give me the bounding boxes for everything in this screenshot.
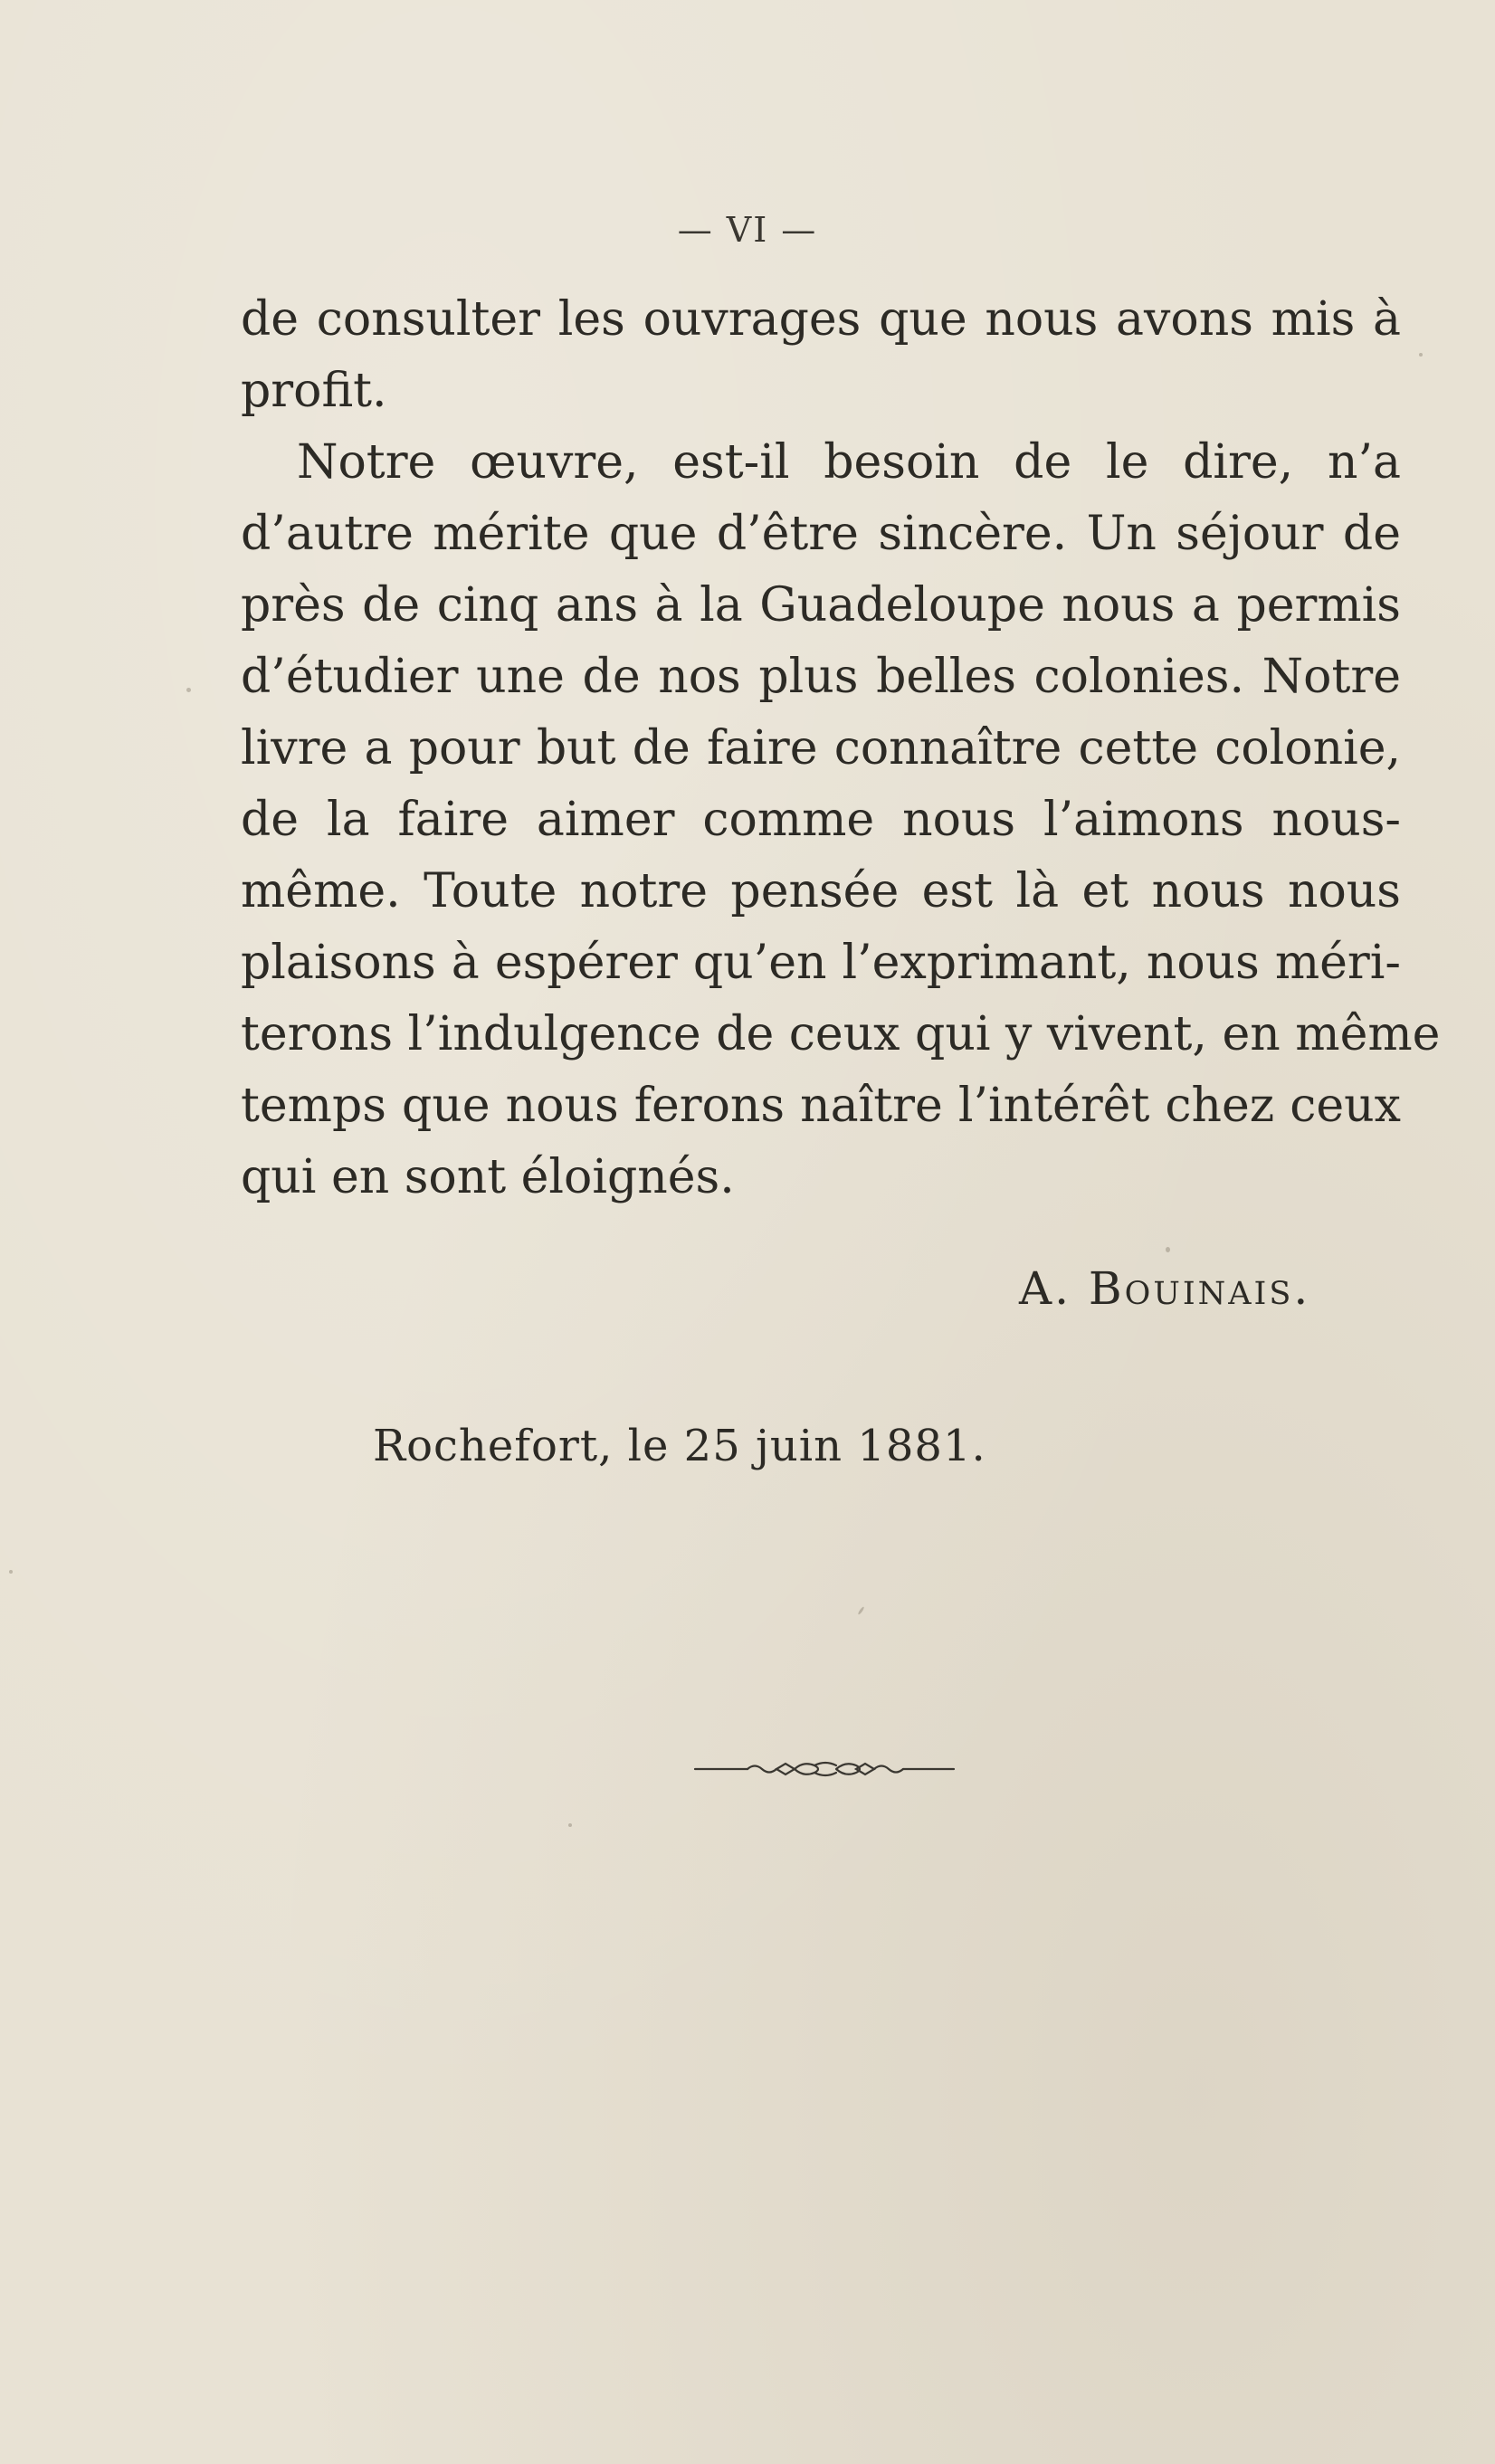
text-line: même. Toute notre pensée est là et nous nous (241, 864, 1401, 918)
text-line: temps que nous ferons naître l’intérêt chez ceux (241, 1079, 1401, 1133)
paper-speck (568, 1823, 572, 1827)
text-line: de la faire aimer comme nous l’aimons nous- (241, 793, 1401, 847)
text-line: plaisons à espérer qu’en l’exprimant, nous méri- (241, 936, 1401, 990)
dateline: Rochefort, le 25 juin 1881. (373, 1421, 986, 1471)
text-line: Notre œuvre, est-il besoin de le dire, n’a (297, 435, 1401, 490)
text-line: profit. (241, 364, 387, 418)
paper-speck (1419, 353, 1423, 357)
text-line: près de cinq ans à la Guadeloupe nous a permis (241, 578, 1401, 633)
text-line: qui en sont éloignés. (241, 1150, 735, 1204)
text-line: d’étudier une de nos plus belles colonies. Notre (241, 650, 1401, 704)
text-line: d’autre mérite que d’être sincère. Un séjour de (241, 507, 1401, 561)
text-line: livre a pour but de faire connaître cette colonie, (241, 721, 1401, 775)
text-line: terons l’indulgence de ceux qui y vivent, en même (241, 1007, 1441, 1061)
paper-speck (1166, 1247, 1170, 1252)
tailpiece-ornament-icon (693, 1755, 956, 1783)
body-text (241, 284, 1441, 1213)
paper-speck (186, 688, 191, 692)
author-signature (1019, 1262, 1310, 1315)
paper-speck (857, 1606, 864, 1615)
page-number: — VI — (677, 210, 818, 250)
author-signature-text: A. Bouinais. (1019, 1262, 1311, 1315)
text-line: de consulter les ouvrages que nous avons mis à (241, 292, 1401, 347)
paper-speck (9, 1570, 13, 1574)
